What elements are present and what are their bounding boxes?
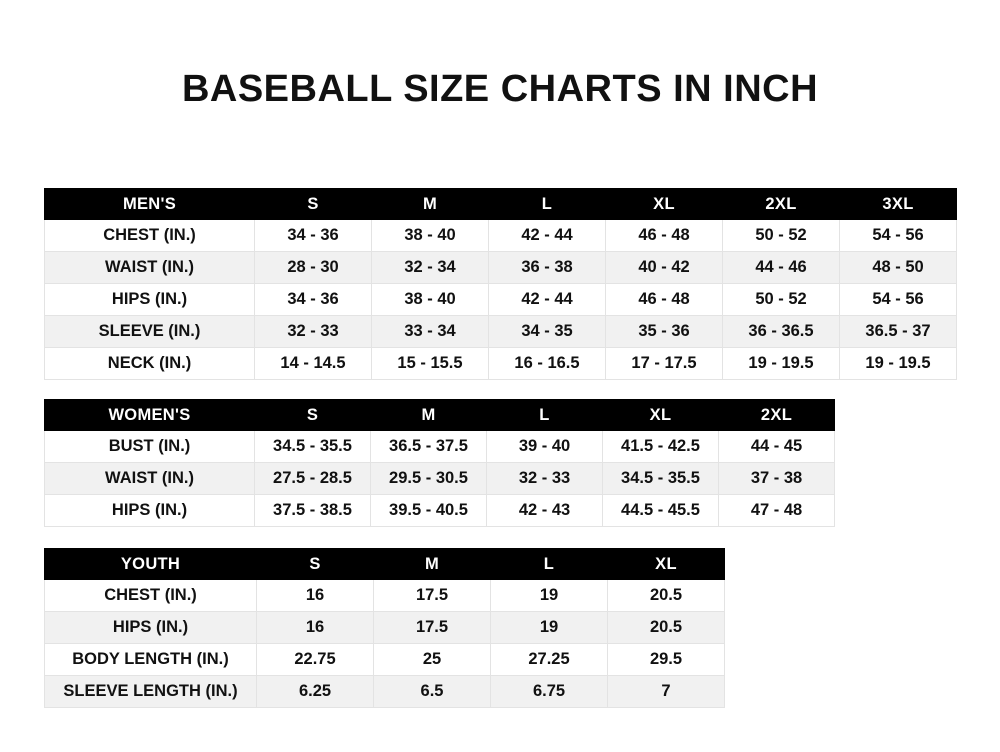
mens-waist-l: 36 - 38 xyxy=(489,252,606,284)
mens-sleeve-m: 33 - 34 xyxy=(372,316,489,348)
womens-waist-2xl: 37 - 38 xyxy=(719,463,835,495)
mens-row-label-chest: CHEST (IN.) xyxy=(45,220,255,252)
mens-waist-m: 32 - 34 xyxy=(372,252,489,284)
mens-neck-s: 14 - 14.5 xyxy=(255,348,372,380)
mens-chest-s: 34 - 36 xyxy=(255,220,372,252)
youth-header-m: M xyxy=(374,549,491,580)
mens-hips-3xl: 54 - 56 xyxy=(840,284,957,316)
womens-header-category: WOMEN'S xyxy=(45,400,255,431)
mens-sleeve-3xl: 36.5 - 37 xyxy=(840,316,957,348)
youth-header-l: L xyxy=(491,549,608,580)
youth-size-chart xyxy=(44,548,725,708)
mens-chest-3xl: 54 - 56 xyxy=(840,220,957,252)
mens-hips-m: 38 - 40 xyxy=(372,284,489,316)
table-row xyxy=(45,612,725,644)
youth-body-length-s: 22.75 xyxy=(257,644,374,676)
youth-row-label-hips: HIPS (IN.) xyxy=(45,612,257,644)
youth-body-length-l: 27.25 xyxy=(491,644,608,676)
mens-header-s: S xyxy=(255,189,372,220)
table-row xyxy=(45,284,957,316)
youth-chest-xl: 20.5 xyxy=(608,580,725,612)
mens-row-label-waist: WAIST (IN.) xyxy=(45,252,255,284)
mens-hips-l: 42 - 44 xyxy=(489,284,606,316)
womens-hips-s: 37.5 - 38.5 xyxy=(255,495,371,527)
youth-body-length-xl: 29.5 xyxy=(608,644,725,676)
youth-chart-header-row xyxy=(45,549,725,580)
table-row xyxy=(45,252,957,284)
womens-bust-m: 36.5 - 37.5 xyxy=(371,431,487,463)
youth-row-label-sleeve-length: SLEEVE LENGTH (IN.) xyxy=(45,676,257,708)
youth-hips-s: 16 xyxy=(257,612,374,644)
womens-waist-m: 29.5 - 30.5 xyxy=(371,463,487,495)
womens-row-label-bust: BUST (IN.) xyxy=(45,431,255,463)
youth-header-s: S xyxy=(257,549,374,580)
youth-chest-s: 16 xyxy=(257,580,374,612)
mens-sleeve-2xl: 36 - 36.5 xyxy=(723,316,840,348)
mens-row-label-sleeve: SLEEVE (IN.) xyxy=(45,316,255,348)
table-row xyxy=(45,348,957,380)
youth-header-xl: XL xyxy=(608,549,725,580)
youth-chest-l: 19 xyxy=(491,580,608,612)
mens-hips-2xl: 50 - 52 xyxy=(723,284,840,316)
mens-neck-l: 16 - 16.5 xyxy=(489,348,606,380)
mens-waist-xl: 40 - 42 xyxy=(606,252,723,284)
table-row xyxy=(45,644,725,676)
mens-chest-l: 42 - 44 xyxy=(489,220,606,252)
womens-size-chart xyxy=(44,399,835,527)
womens-bust-2xl: 44 - 45 xyxy=(719,431,835,463)
mens-chest-xl: 46 - 48 xyxy=(606,220,723,252)
youth-row-label-chest: CHEST (IN.) xyxy=(45,580,257,612)
womens-waist-xl: 34.5 - 35.5 xyxy=(603,463,719,495)
mens-header-l: L xyxy=(489,189,606,220)
youth-sleeve-length-m: 6.5 xyxy=(374,676,491,708)
mens-neck-3xl: 19 - 19.5 xyxy=(840,348,957,380)
womens-hips-l: 42 - 43 xyxy=(487,495,603,527)
table-row xyxy=(45,220,957,252)
womens-waist-s: 27.5 - 28.5 xyxy=(255,463,371,495)
page-title: BASEBALL SIZE CHARTS IN INCH xyxy=(181,68,819,110)
mens-sleeve-l: 34 - 35 xyxy=(489,316,606,348)
mens-header-3xl: 3XL xyxy=(840,189,957,220)
womens-hips-2xl: 47 - 48 xyxy=(719,495,835,527)
womens-row-label-hips: HIPS (IN.) xyxy=(45,495,255,527)
mens-neck-2xl: 19 - 19.5 xyxy=(723,348,840,380)
mens-sleeve-xl: 35 - 36 xyxy=(606,316,723,348)
womens-hips-m: 39.5 - 40.5 xyxy=(371,495,487,527)
mens-neck-m: 15 - 15.5 xyxy=(372,348,489,380)
table-row xyxy=(45,463,835,495)
womens-hips-xl: 44.5 - 45.5 xyxy=(603,495,719,527)
womens-row-label-waist: WAIST (IN.) xyxy=(45,463,255,495)
youth-hips-l: 19 xyxy=(491,612,608,644)
youth-hips-xl: 20.5 xyxy=(608,612,725,644)
youth-sleeve-length-s: 6.25 xyxy=(257,676,374,708)
womens-waist-l: 32 - 33 xyxy=(487,463,603,495)
mens-hips-xl: 46 - 48 xyxy=(606,284,723,316)
womens-bust-l: 39 - 40 xyxy=(487,431,603,463)
mens-waist-3xl: 48 - 50 xyxy=(840,252,957,284)
mens-header-xl: XL xyxy=(606,189,723,220)
mens-chart-header-row xyxy=(45,189,957,220)
mens-header-2xl: 2XL xyxy=(723,189,840,220)
womens-bust-xl: 41.5 - 42.5 xyxy=(603,431,719,463)
womens-chart-header-row xyxy=(45,400,835,431)
womens-bust-s: 34.5 - 35.5 xyxy=(255,431,371,463)
mens-row-label-hips: HIPS (IN.) xyxy=(45,284,255,316)
mens-size-chart xyxy=(44,188,957,380)
mens-neck-xl: 17 - 17.5 xyxy=(606,348,723,380)
table-row xyxy=(45,676,725,708)
table-row xyxy=(45,580,725,612)
womens-header-2xl: 2XL xyxy=(719,400,835,431)
table-row xyxy=(45,316,957,348)
mens-waist-2xl: 44 - 46 xyxy=(723,252,840,284)
youth-chest-m: 17.5 xyxy=(374,580,491,612)
youth-sleeve-length-l: 6.75 xyxy=(491,676,608,708)
mens-row-label-neck: NECK (IN.) xyxy=(45,348,255,380)
mens-header-category: MEN'S xyxy=(45,189,255,220)
mens-sleeve-s: 32 - 33 xyxy=(255,316,372,348)
mens-chest-2xl: 50 - 52 xyxy=(723,220,840,252)
womens-header-s: S xyxy=(255,400,371,431)
womens-header-m: M xyxy=(371,400,487,431)
youth-row-label-body-length: BODY LENGTH (IN.) xyxy=(45,644,257,676)
mens-chest-m: 38 - 40 xyxy=(372,220,489,252)
mens-hips-s: 34 - 36 xyxy=(255,284,372,316)
youth-hips-m: 17.5 xyxy=(374,612,491,644)
table-row xyxy=(45,431,835,463)
youth-body-length-m: 25 xyxy=(374,644,491,676)
mens-header-m: M xyxy=(372,189,489,220)
table-row xyxy=(45,495,835,527)
mens-waist-s: 28 - 30 xyxy=(255,252,372,284)
youth-sleeve-length-xl: 7 xyxy=(608,676,725,708)
youth-header-category: YOUTH xyxy=(45,549,257,580)
womens-header-l: L xyxy=(487,400,603,431)
womens-header-xl: XL xyxy=(603,400,719,431)
